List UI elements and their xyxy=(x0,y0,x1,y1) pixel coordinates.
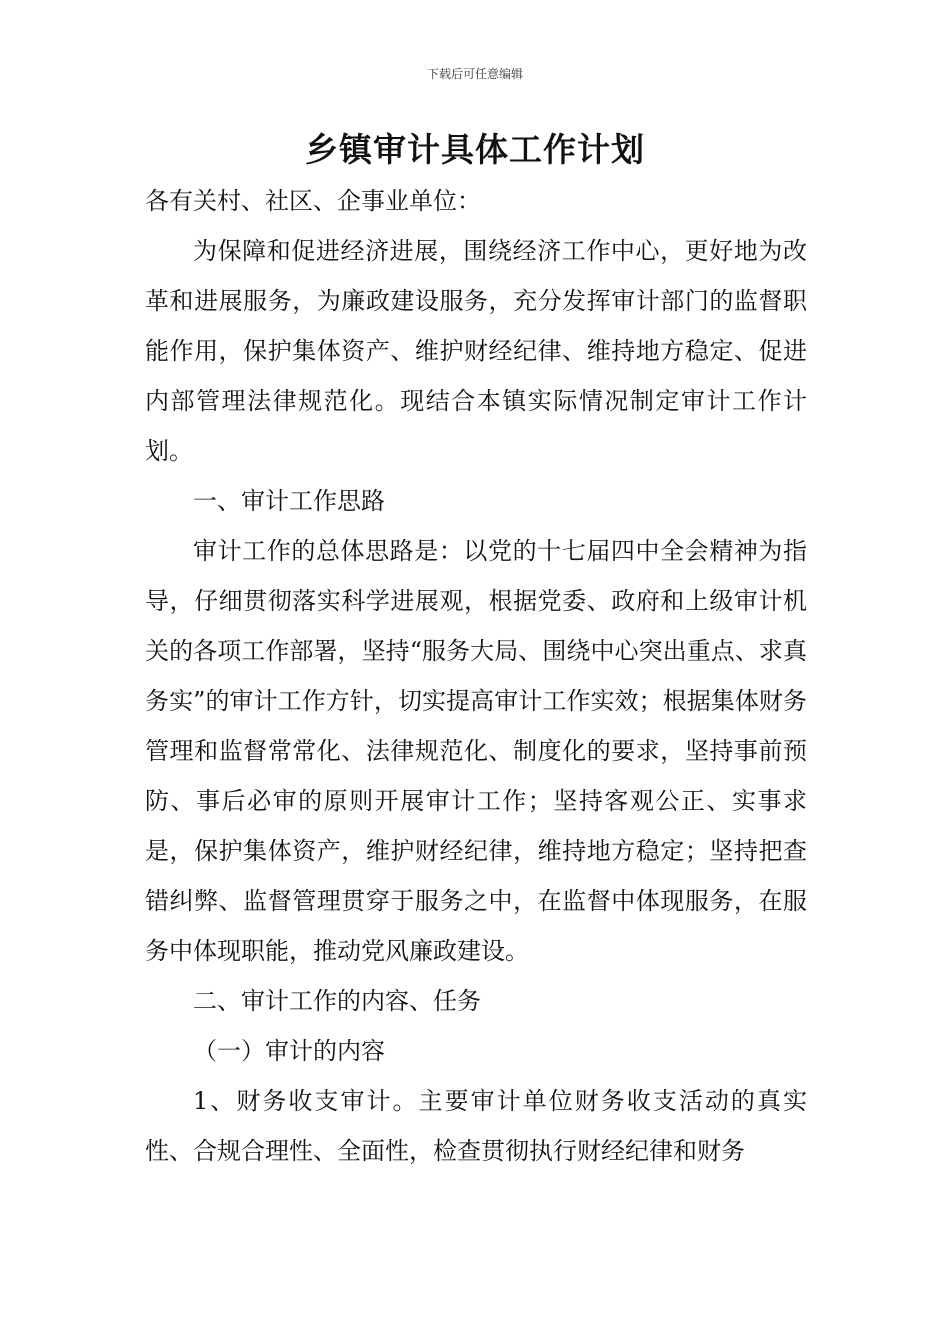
subsection-heading-1: （一）审计的内容 xyxy=(193,1037,385,1065)
header-note: 下载后可任意编辑 xyxy=(426,67,523,81)
salutation: 各有关村、社区、企事业单位： xyxy=(145,187,481,215)
document-title: 乡镇审计具体工作计划 xyxy=(305,130,645,169)
section-heading-2: 二、审计工作的内容、任务 xyxy=(193,987,481,1015)
intro-paragraph: 为保障和促进经济进展，围绕经济工作中心，更好地为改革和进展服务，为廉政建设服务，充分发挥审计部门的监督职能作用，保护集体资产、维护财经纪律、维持地方稳定、促进内部管理法律规范化。现结合本镇实际情况制定审计工作计划。 xyxy=(145,237,807,465)
item-1-paragraph: 1、财务收支审计。主要审计单位财务收支活动的真实性、合规合理性、全面性，检查贯彻执行财经纪律和财务 xyxy=(145,1087,807,1165)
section-1-paragraph: 审计工作的总体思路是：以党的十七届四中全会精神为指导，仔细贯彻落实科学进展观，根据党委、政府和上级审计机关的各项工作部署，坚持“服务大局、围绕中心突出重点、求真务实”的审计工作方针，切实提高审计工作实效；根据集体财务管理和监督常常化、法律规范化、制度化的要求，坚持事前预防、事后必审的原则开展审计工作；坚持客观公正、实事求是，保护集体资产，维护财经纪律，维持地方稳定；坚持把查错纠弊、监督管理贯穿于服务之中，在监督中体现服务，在服务中体现职能，推动党风廉政建设。 xyxy=(145,537,807,965)
section-heading-1: 一、审计工作思路 xyxy=(193,487,385,515)
document-body xyxy=(145,176,807,1176)
